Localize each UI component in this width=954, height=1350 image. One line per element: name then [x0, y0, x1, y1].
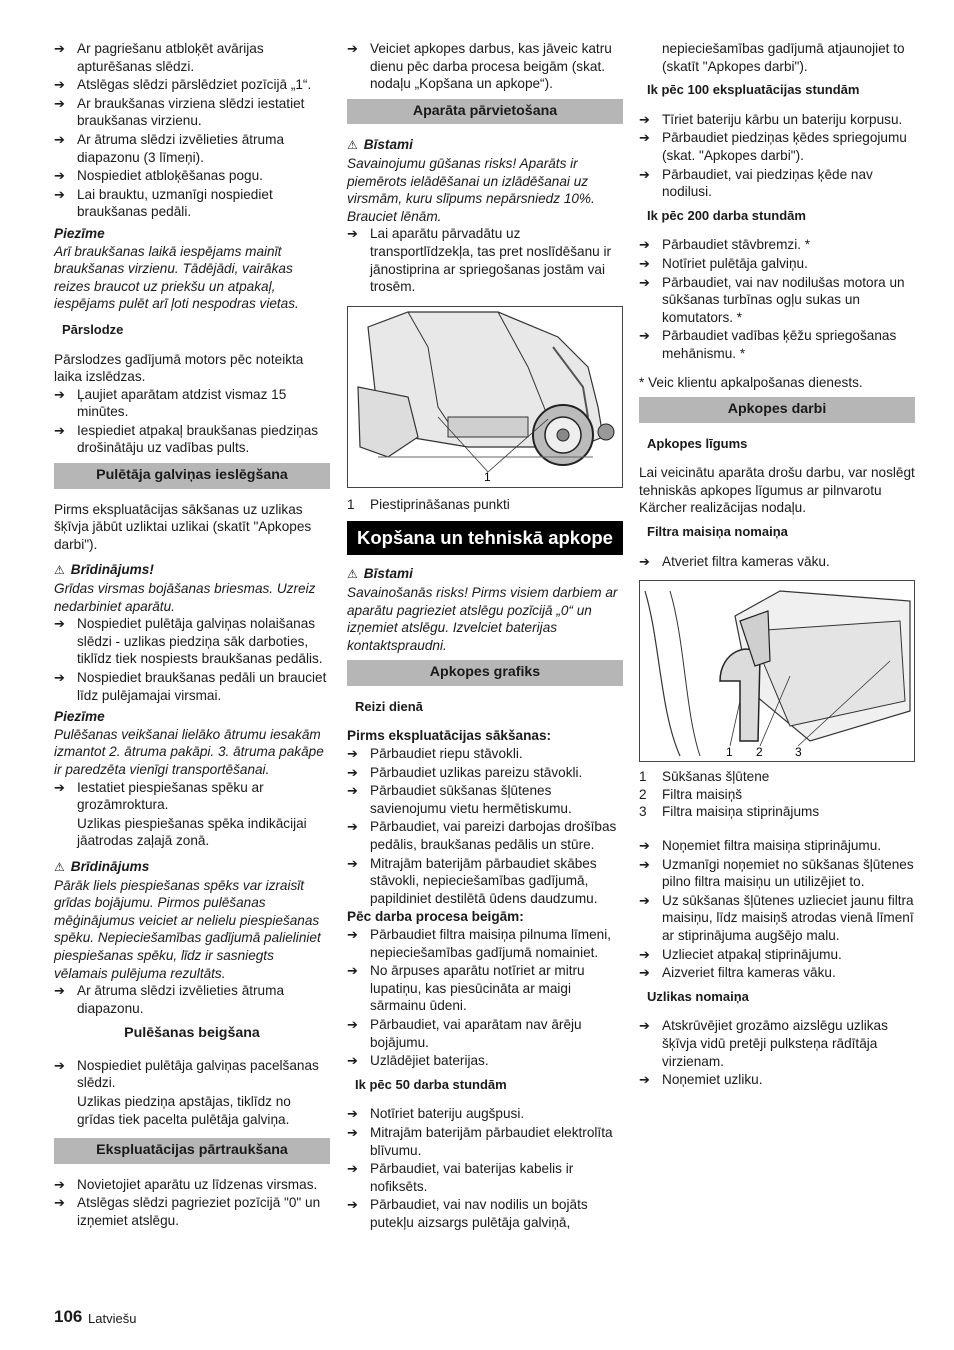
- list-item: ➔ Lai brauktu, uzmanīgi nospiediet braukšanas pedāli.: [54, 186, 273, 220]
- list-item: ➔ Pārbaudiet piedziņas ķēdes spriegojumu (skat. "Apkopes darbi").: [639, 130, 907, 163]
- warning-triangle-icon: ⚠: [347, 138, 358, 153]
- list-item: ➔ Pārbaudiet sūkšanas šļūtenes savienojumu vietu hermētiskumu.: [347, 783, 572, 816]
- danger-text: Savainošanās risks! Pirms visiem darbiem ar aparātu pagrieziet atslēgu pozīcijā „0“ un izņemiet atslēgu. Izvelciet baterijas kontaktspraudni.: [347, 584, 618, 653]
- arrow-right-icon: ➔: [347, 1053, 358, 1069]
- list-item: ➔ Ļaujiet aparātam atdzist vismaz 15 minūtes.: [54, 386, 287, 420]
- list-item: ➔ Iespiediet atpakaļ braukšanas piedziņas drošinātāju uz vadības pults.: [54, 422, 319, 456]
- arrow-right-icon: ➔: [639, 838, 650, 854]
- arrow-right-icon: ➔: [54, 1195, 65, 1211]
- list-item: ➔ Notīriet bateriju augšpusi.: [347, 1106, 525, 1122]
- list-item: ➔ Noņemiet uzliku.: [639, 1072, 763, 1088]
- list-item: ➔ Iestatiet piespiešanas spēku ar grozāmroktura.: [54, 779, 264, 813]
- section-heading: Ik pēc 100 ekspluatācijas stundām: [647, 82, 860, 98]
- arrow-right-icon: ➔: [347, 819, 358, 835]
- arrow-right-icon: ➔: [639, 1018, 650, 1034]
- list-item: ➔ Tīriet bateriju kārbu un bateriju korpusu.: [639, 111, 903, 127]
- arrow-right-icon: ➔: [639, 111, 650, 127]
- arrow-right-icon: ➔: [54, 1057, 65, 1073]
- list-item: ➔ Ar pagriešanu atbloķēt avārijas apturēšanas slēdzi.: [54, 41, 264, 74]
- arrow-right-icon: ➔: [347, 855, 358, 871]
- figure-caption: 1 Piestiprināšanas punkti: [347, 496, 510, 512]
- danger-text: Savainojumu gūšanas risks! Aparāts ir piemērots ielādēšanai un izlādēšanai uz virsmām, kuru slīpums nepārsniedz 10%. Brauciet lēnām.: [347, 155, 595, 224]
- section-bar: Aparāta pārvietošana: [347, 99, 623, 125]
- arrow-right-icon: ➔: [54, 168, 65, 184]
- arrow-right-icon: ➔: [639, 892, 650, 908]
- list-item: ➔ Mitrajām baterijām pārbaudiet skābes stāvokli, nepieciešamības gadījumā, papildiniet destilētā ūdens daudzumu.: [347, 855, 598, 906]
- note-title: Piezīme: [54, 225, 105, 241]
- list-item: ➔ Atslēgas slēdzi pārslēdziet pozīcijā „1“.: [54, 77, 312, 93]
- arrow-right-icon: ➔: [54, 670, 65, 685]
- arrow-right-icon: ➔: [347, 1161, 358, 1177]
- list-item: ➔ Uzlādējiet baterijas.: [347, 1053, 489, 1069]
- list-item: ➔ Novietojiet aparātu uz līdzenas virsmas.: [54, 1176, 318, 1192]
- list-item: ➔ Pārbaudiet stāvbremzi. *: [639, 237, 811, 253]
- note-text: Arī braukšanas laikā iespējams mainīt braukšanas virzienu. Tādējādi, vairākas reizes braucot uz priekšu un atpakaļ, iespējams pulēt arī ļoti nespodras vietas.: [54, 243, 299, 312]
- arrow-right-icon: ➔: [347, 1197, 358, 1213]
- list-item: ➔ Nospiediet pulētāja galviņas pacelšanas slēdzi.: [54, 1057, 319, 1091]
- section-heading: Ik pēc 50 darba stundām: [355, 1076, 507, 1092]
- arrow-right-icon: ➔: [639, 166, 650, 182]
- column-3: [639, 40, 915, 1090]
- list-item: ➔ Pārbaudiet vadības ķēžu spriegošanas mehānismu. *: [639, 328, 897, 361]
- arrow-right-icon: ➔: [347, 1016, 358, 1032]
- section-bar: Apkopes grafiks: [347, 660, 623, 686]
- list-item: ➔ Lai aparātu pārvadātu uz transportlīdzekļa, tas pret noslīdēšanu ir jānostiprina ar spriegošanas jostām vai trosēm.: [347, 226, 612, 295]
- note-title: Piezīme: [54, 709, 105, 725]
- arrow-right-icon: ➔: [347, 41, 358, 56]
- arrow-right-icon: ➔: [347, 927, 358, 942]
- paragraph: Pirms ekspluatācijas sākšanas uz uzlikas šķīvja jābūt uzliktai uzlikai (skatīt "Apkopes darbi").: [54, 501, 312, 552]
- arrow-right-icon: ➔: [639, 1072, 650, 1088]
- figure-callout: 1: [484, 469, 491, 484]
- warning-title: ⚠ Brīdinājums: [54, 858, 150, 874]
- warning-triangle-icon: ⚠: [54, 859, 65, 874]
- section-bar: Pulētāja galviņas ieslēgšana: [54, 463, 330, 489]
- arrow-right-icon: ➔: [347, 746, 358, 762]
- list-item: ➔ Ar ātruma slēdzi izvēlieties ātruma diapazonu.: [54, 983, 284, 1016]
- arrow-right-icon: ➔: [54, 41, 65, 56]
- arrow-right-icon: ➔: [54, 616, 65, 632]
- subheading: Pēc darba procesa beigām:: [347, 909, 524, 925]
- arrow-right-icon: ➔: [347, 1124, 358, 1140]
- arrow-right-icon: ➔: [639, 130, 650, 146]
- warning-title: ⚠ Brīdinājums!: [54, 562, 154, 578]
- section-heading: Filtra maisiņa nomaiņa: [647, 524, 788, 540]
- warning-triangle-icon: ⚠: [54, 563, 65, 578]
- arrow-right-icon: ➔: [639, 965, 650, 981]
- legend-item: 1 Sūkšanas šļūtene: [639, 769, 770, 785]
- figure-callout: 2: [756, 745, 763, 760]
- list-item: ➔ Nospiediet pulētāja galviņas nolaišanas slēdzi - uzlikas piedziņa sāk darboties, tiklīdz tiek nospiests braukšanas pedālis.: [54, 616, 323, 667]
- list-item: ➔ Ar ātruma slēdzi izvēlieties ātruma diapazonu (3 līmeņi).: [54, 131, 284, 165]
- section-heading: Pulēšanas beigšana: [124, 1025, 260, 1042]
- section-heading: Ik pēc 200 darba stundām: [647, 207, 806, 223]
- list-item: ➔ Pārbaudiet, vai aparātam nav ārēju bojājumu.: [347, 1016, 582, 1050]
- list-item: ➔ Ar braukšanas virziena slēdzi iestatiet braukšanas virzienu.: [54, 95, 305, 129]
- arrow-right-icon: ➔: [54, 422, 65, 438]
- arrow-right-icon: ➔: [54, 779, 65, 795]
- list-item: ➔ Pārbaudiet riepu stāvokli.: [347, 746, 523, 762]
- arrow-right-icon: ➔: [54, 1176, 65, 1192]
- arrow-right-icon: ➔: [639, 255, 650, 271]
- arrow-right-icon: ➔: [54, 95, 65, 111]
- list-item: ➔ Pārbaudiet, vai nav nodilis un bojāts putekļu aizsargs pulētāja galviņā,: [347, 1197, 588, 1230]
- list-item: ➔ Pārbaudiet, vai pareizi darbojas drošības pedālis, braukšanas pedālis un stūre.: [347, 819, 617, 853]
- section-heading: Reizi dienā: [355, 698, 423, 714]
- page-number: 106: [54, 1307, 83, 1326]
- section-heading: Pārslodze: [62, 321, 124, 337]
- arrow-right-icon: ➔: [639, 274, 650, 290]
- arrow-right-icon: ➔: [639, 553, 650, 569]
- legend-item: 3 Filtra maisiņa stiprinājums: [639, 804, 820, 820]
- figure-filter-bag: [639, 580, 915, 762]
- list-item: ➔ Noņemiet filtra maisiņa stiprinājumu.: [639, 838, 882, 854]
- list-item: ➔ Aizveriet filtra kameras vāku.: [639, 965, 836, 981]
- warning-triangle-icon: ⚠: [347, 567, 358, 582]
- list-item: ➔ Pārbaudiet uzlikas pareizu stāvokli.: [347, 764, 583, 780]
- arrow-right-icon: ➔: [54, 186, 65, 202]
- warning-text: Pārāk liels piespiešanas spēks var izraisīt grīdas bojājumu. Pirmos pulēšanas mēģinājumus veiciet ar nelielu piespiešanas spēku. Nepieciešamības gadījumā palieliniet piespiešanas spēku, līdz ir sasniegts vēlamais pulējuma rezultāts.: [54, 877, 321, 981]
- column-2: [347, 40, 623, 1233]
- arrow-right-icon: ➔: [347, 764, 358, 780]
- list-item: ➔ Mitrajām baterijām pārbaudiet elektrolīta blīvumu.: [347, 1124, 613, 1158]
- note-text: Pulēšanas veikšanai lielāko ātrumu iesakām izmantot 2. ātruma pakāpi. 3. ātruma pakāpe ir paredzēta vienīgi transportēšanai.: [54, 726, 324, 777]
- list-item: ➔ Atveriet filtra kameras vāku.: [639, 553, 830, 569]
- section-heading: Uzlikas nomaiņa: [647, 988, 749, 1004]
- page-language: Latviešu: [88, 1311, 137, 1326]
- section-heading: Apkopes līgums: [647, 435, 748, 451]
- list-item: ➔ Pārbaudiet filtra maisiņa pilnuma līmeni, nepieciešamības gadījumā nomainiet.: [347, 927, 612, 960]
- arrow-right-icon: ➔: [639, 946, 650, 962]
- footnote: * Veic klientu apkalpošanas dienests.: [639, 374, 863, 390]
- list-item: ➔ Veiciet apkopes darbus, kas jāveic katru dienu pēc darba procesa beigām (skat. nodaļu „Kopšana un apkope“).: [347, 41, 612, 92]
- paragraph: Lai veicinātu aparāta drošu darbu, var noslēgt tehniskās apkopes līgumus ar pilnvarotu Kärcher realizācijas nodaļu.: [639, 465, 915, 516]
- list-item-continuation: Uzlikas piedziņa apstājas, tiklīdz no grīdas tiek pacelta pulētāja galviņa.: [77, 1094, 291, 1127]
- arrow-right-icon: ➔: [347, 226, 358, 242]
- subheading: Pirms ekspluatācijas sākšanas:: [347, 728, 552, 744]
- section-bar: Ekspluatācijas pārtraukšana: [54, 1138, 330, 1164]
- figure-callout: 1: [726, 745, 733, 760]
- arrow-right-icon: ➔: [54, 983, 65, 999]
- list-item-continuation: nepieciešamības gadījumā atjaunojiet to (skatīt "Apkopes darbi").: [662, 41, 905, 74]
- list-item: ➔ Notīriet pulētāja galviņu.: [639, 255, 808, 271]
- list-item: ➔ Atskrūvējiet grozāmo aizslēgu uzlikas šķīvja vidū pretēji pulksteņa rādītāja virzienam.: [639, 1018, 888, 1069]
- list-item: ➔ Pārbaudiet, vai nav nodilušas motora un sūkšanas turbīnas ogļu sukas un komutators. *: [639, 274, 905, 325]
- legend-item: 2 Filtra maisiņš: [639, 786, 743, 802]
- list-item: ➔ Pārbaudiet, vai piedziņas ķēde nav nodilusi.: [639, 166, 873, 200]
- list-item: ➔ Pārbaudiet, vai baterijas kabelis ir nofiksēts.: [347, 1161, 574, 1194]
- filter-illustration: [640, 581, 914, 761]
- list-item: ➔ No ārpuses aparātu notīriet ar mitru lupatiņu, kas piesūcināta ar maigi sārmainu ūdeni.: [347, 963, 585, 1014]
- list-item-continuation: Uzlikas piespiešanas spēka indikācijai jāatrodas zaļajā zonā.: [77, 815, 307, 849]
- list-item: ➔ Atslēgas slēdzi pagrieziet pozīcijā "0" un izņemiet atslēgu.: [54, 1195, 321, 1229]
- list-item: ➔ Nospiediet braukšanas pedāli un brauciet līdz pulējamajai virsmai.: [54, 670, 327, 703]
- chapter-title: Kopšana un tehniskā apkope: [347, 521, 623, 555]
- column-1: [54, 40, 330, 1231]
- list-item: ➔ Uzlieciet atpakaļ stiprinājumu.: [639, 946, 842, 962]
- arrow-right-icon: ➔: [54, 77, 65, 93]
- arrow-right-icon: ➔: [347, 963, 358, 979]
- arrow-right-icon: ➔: [639, 237, 650, 253]
- list-item: ➔ Nospiediet atbloķēšanas pogu.: [54, 168, 263, 184]
- list-item: ➔ Uzmanīgi noņemiet no sūkšanas šļūtenes pilno filtra maisiņu un utilizējiet to.: [639, 856, 914, 890]
- arrow-right-icon: ➔: [639, 856, 650, 872]
- machine-illustration: [348, 307, 622, 487]
- arrow-right-icon: ➔: [639, 328, 650, 344]
- arrow-right-icon: ➔: [54, 131, 65, 147]
- paragraph: Pārslodzes gadījumā motors pēc noteikta laika izslēdzas.: [54, 351, 304, 385]
- figure-legend: [639, 768, 915, 821]
- arrow-right-icon: ➔: [347, 783, 358, 799]
- danger-title: ⚠ Bīstami: [347, 566, 413, 582]
- section-bar: Apkopes darbi: [639, 397, 915, 423]
- warning-text: Grīdas virsmas bojāšanas briesmas. Uzreiz nedarbiniet aparātu.: [54, 581, 316, 614]
- arrow-right-icon: ➔: [54, 386, 65, 402]
- danger-title: ⚠ Bīstami: [347, 137, 413, 153]
- figure-machine-tiedown: [347, 306, 623, 488]
- arrow-right-icon: ➔: [347, 1106, 358, 1122]
- list-item: ➔ Uz sūkšanas šļūtenes uzlieciet jaunu filtra maisiņu, līdz maisiņš atrodas vienā līmenī ar stiprinājuma augšējo malu.: [639, 892, 914, 943]
- figure-callout: 3: [795, 745, 802, 760]
